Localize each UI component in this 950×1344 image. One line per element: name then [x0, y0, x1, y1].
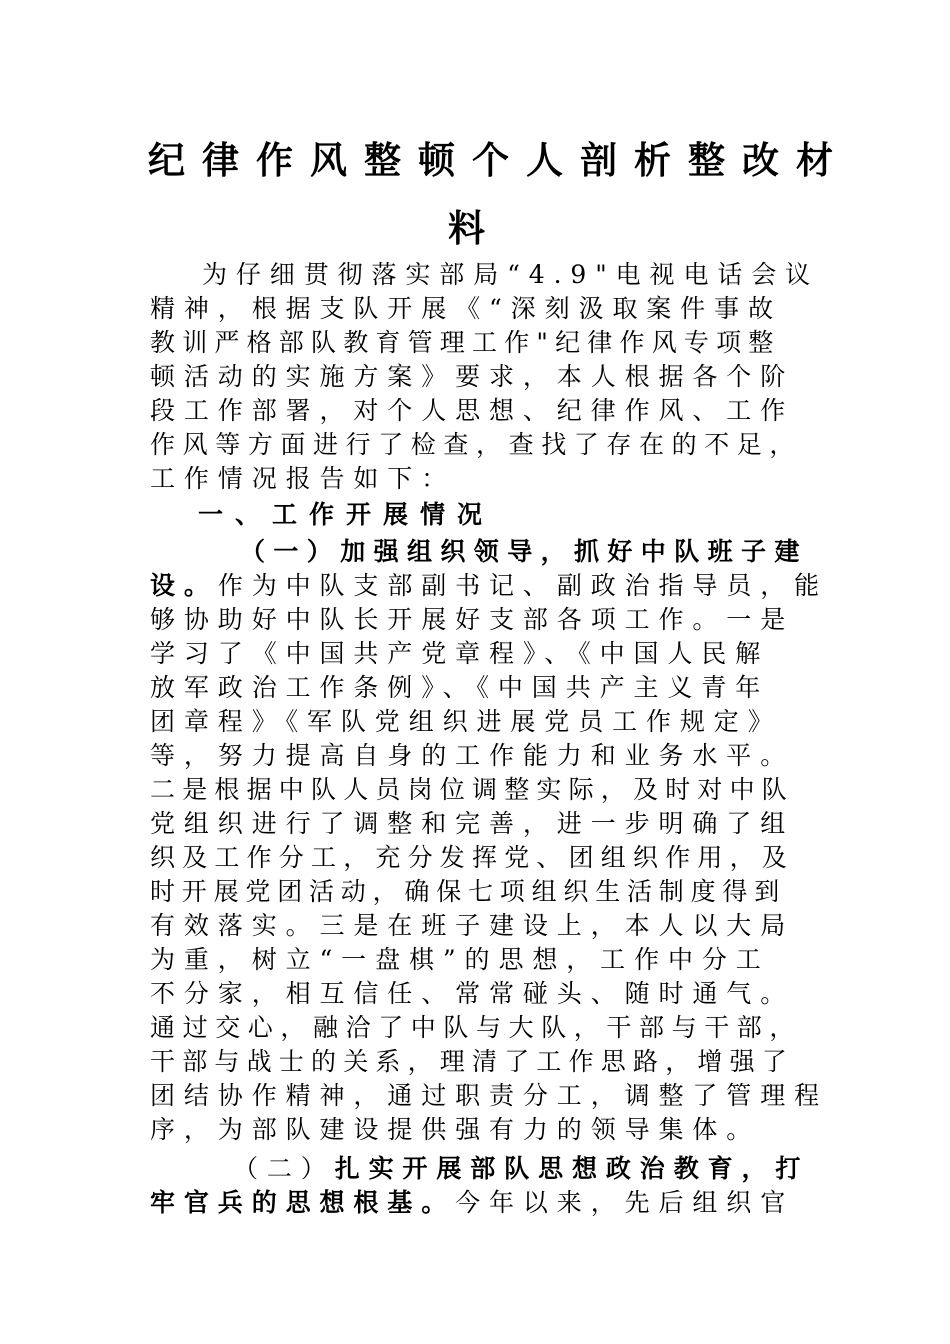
paragraph-line: 团章程》《军队党组织进展党员工作规定》 [150, 707, 782, 736]
paragraph-line: 通过交心，融洽了中队与大队，干部与干部， [150, 1013, 803, 1042]
paragraph-line: 顿活动的实施方案》要求，本人根据各个阶 [150, 362, 795, 391]
paragraph-text: 今年以来，先后组织官 [455, 1188, 795, 1217]
paragraph-line: 等，努力提高自身的工作能力和业务水平。 [150, 741, 795, 770]
paragraph-line: 时开展党团活动，确保七项组织生活制度得到 [150, 877, 787, 906]
paragraph-line: 为重，树立“一盘棋”的思想，工作中分工 [150, 945, 770, 974]
subsection-heading: 扎实开展部队思想政治教育，打 [334, 1154, 810, 1183]
paragraph-line: 织及工作分工，充分发挥党、团组织作用，及 [150, 843, 795, 872]
paragraph-line [150, 1186, 794, 1220]
paragraph-line: 为仔细贯彻落实部局“4.9"电视电话会议 [202, 260, 820, 289]
subsection-heading: （一）加强组织领导，抓好中队班子建 [240, 537, 808, 566]
paragraph-line: 有效落实。三是在班子建设上，本人以大局 [150, 911, 795, 940]
paragraph-line: 干部与战士的关系，理清了工作思路，增强了 [150, 1047, 795, 1076]
paragraph-line: 二是根据中队人员岗位调整实际，及时对中队 [150, 775, 795, 804]
subsection-heading-end: 牢官兵的思想根基。 [150, 1188, 456, 1217]
paragraph-line: 学习了《中国共产党章程》、《中国人民解 [150, 639, 770, 668]
paragraph-line: 党组织进行了调整和完善，进一步明确了组 [150, 809, 795, 838]
paragraph-line: 教训严格部队教育管理工作"纪律作风专项整 [150, 328, 781, 357]
paragraph-line: 不分家，相互信任、常常碰头、随时通气。 [150, 979, 795, 1008]
paragraph-line: 放军政治工作条例》、《中国共产主义青年 [150, 673, 770, 702]
paragraph-line: 作风等方面进行了检查，查找了存在的不足， [150, 430, 803, 459]
paragraph-line: 团结协作精神，通过职责分工，调整了管理程 [150, 1081, 829, 1110]
section-heading: 一、工作开展情况 [198, 500, 495, 529]
paragraph-line: 序，为部队建设提供强有力的领导集体。 [150, 1115, 761, 1144]
paragraph-text: 作为中队支部副书记、副政治指导员，能 [217, 571, 829, 600]
paragraph-line [233, 1152, 809, 1186]
document-title-line-1: 纪律作风整顿个人剖析整改材 [148, 138, 850, 182]
paragraph-line: 工作情况报告如下： [150, 464, 456, 493]
subsection-number: （二） [233, 1154, 335, 1183]
subsection-heading-end: 设。 [150, 571, 218, 600]
paragraph-line: 段工作部署，对个人思想、纪律作风、工作 [150, 396, 795, 425]
paragraph-line: 精神，根据支队开展《“深刻汲取案件事故 [150, 294, 782, 323]
document-title-line-2: 料 [448, 206, 502, 250]
paragraph-line [150, 569, 828, 603]
paragraph-line: 够协助好中队长开展好支部各项工作。一是 [150, 605, 795, 634]
